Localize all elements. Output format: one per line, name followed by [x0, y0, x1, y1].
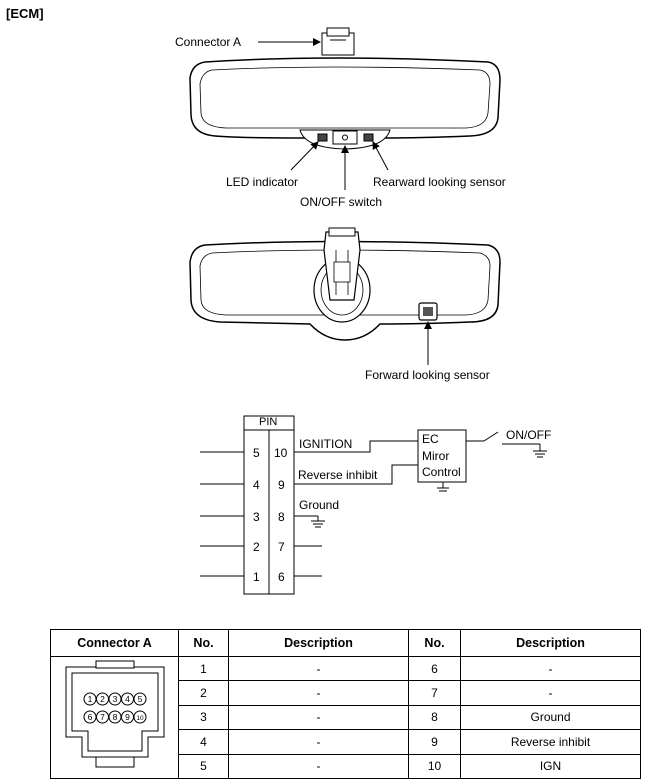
connector-a-face-icon [52, 657, 178, 775]
pin-desc-b: - [461, 657, 641, 681]
led-indicator-icon [318, 134, 327, 141]
pin-no-b: 7 [409, 681, 461, 705]
pin-no-b: 9 [409, 730, 461, 754]
connector-a-label: Connector A [175, 35, 242, 49]
connector-pin-number: 9 [124, 712, 130, 722]
connector-pin-number: 10 [135, 715, 144, 722]
pin-diagram [200, 416, 547, 594]
connector-pin-number: 4 [124, 694, 130, 704]
col-header-desc-a: Description [229, 630, 409, 657]
pin-no-b: 10 [409, 754, 461, 778]
section-tag: [ECM] [6, 6, 44, 21]
pin-desc-b: Ground [461, 705, 641, 729]
connector-a-icon [322, 28, 354, 55]
connector-pin-number: 5 [137, 694, 142, 704]
switch-on-off-label: ON/OFF [506, 428, 552, 442]
led-indicator-label: LED indicator [226, 175, 299, 189]
connector-a-drawing-cell [51, 657, 179, 779]
pin-right-8: 8 [278, 510, 285, 524]
connector-pin-number: 2 [99, 694, 105, 704]
pin-left-4: 4 [253, 478, 260, 492]
pin-right-9: 9 [278, 478, 285, 492]
connector-pin-number: 1 [87, 694, 92, 704]
pin-left-5: 5 [253, 446, 260, 460]
mirror-back-illustration [190, 228, 500, 365]
forward-sensor-label: Forward looking sensor [365, 368, 490, 382]
connector-pin-number: 3 [112, 694, 117, 704]
pin-desc-a: - [229, 754, 409, 778]
pin-table [50, 629, 641, 779]
on-off-switch-label: ON/OFF switch [300, 195, 383, 209]
connector-pin-number: 6 [87, 712, 92, 722]
col-header-connector: Connector A [51, 630, 179, 657]
pin-desc-a: - [229, 730, 409, 754]
pin-no-b: 6 [409, 657, 461, 681]
pin-desc-a: - [229, 681, 409, 705]
pin-no-a: 1 [179, 657, 229, 681]
module-line3: Control [422, 465, 461, 479]
pin-no-a: 3 [179, 705, 229, 729]
pin-desc-a: - [229, 657, 409, 681]
module-line1: EC [422, 432, 439, 446]
pin-no-a: 4 [179, 730, 229, 754]
connector-pin-number: 7 [99, 712, 105, 722]
signal-ignition-label: IGNITION [299, 437, 353, 451]
pin-desc-b: - [461, 681, 641, 705]
pin-right-6: 6 [278, 570, 285, 584]
col-header-desc-b: Description [461, 630, 641, 657]
pin-desc-b: IGN [461, 754, 641, 778]
col-header-no-b: No. [409, 630, 461, 657]
module-line2: Miror [422, 449, 450, 463]
pin-no-a: 2 [179, 681, 229, 705]
pin-left-2: 2 [253, 540, 260, 554]
col-header-no-a: No. [179, 630, 229, 657]
pin-left-1: 1 [253, 570, 260, 584]
pin-no-b: 8 [409, 705, 461, 729]
pin-right-7: 7 [278, 540, 285, 554]
pin-no-a: 5 [179, 754, 229, 778]
rearward-sensor-label: Rearward looking sensor [373, 175, 506, 189]
pin-desc-a: - [229, 705, 409, 729]
signal-reverse-label: Reverse inhibit [298, 468, 378, 482]
pin-right-10: 10 [274, 446, 288, 460]
connector-pin-number: 8 [112, 712, 117, 722]
table-row [51, 657, 641, 681]
pin-left-3: 3 [253, 510, 260, 524]
signal-ground-label: Ground [299, 498, 340, 512]
pin-desc-b: Reverse inhibit [461, 730, 641, 754]
pin-table-header-row [51, 630, 641, 657]
pin-header: PIN [259, 416, 278, 428]
rearward-sensor-icon [364, 134, 373, 141]
